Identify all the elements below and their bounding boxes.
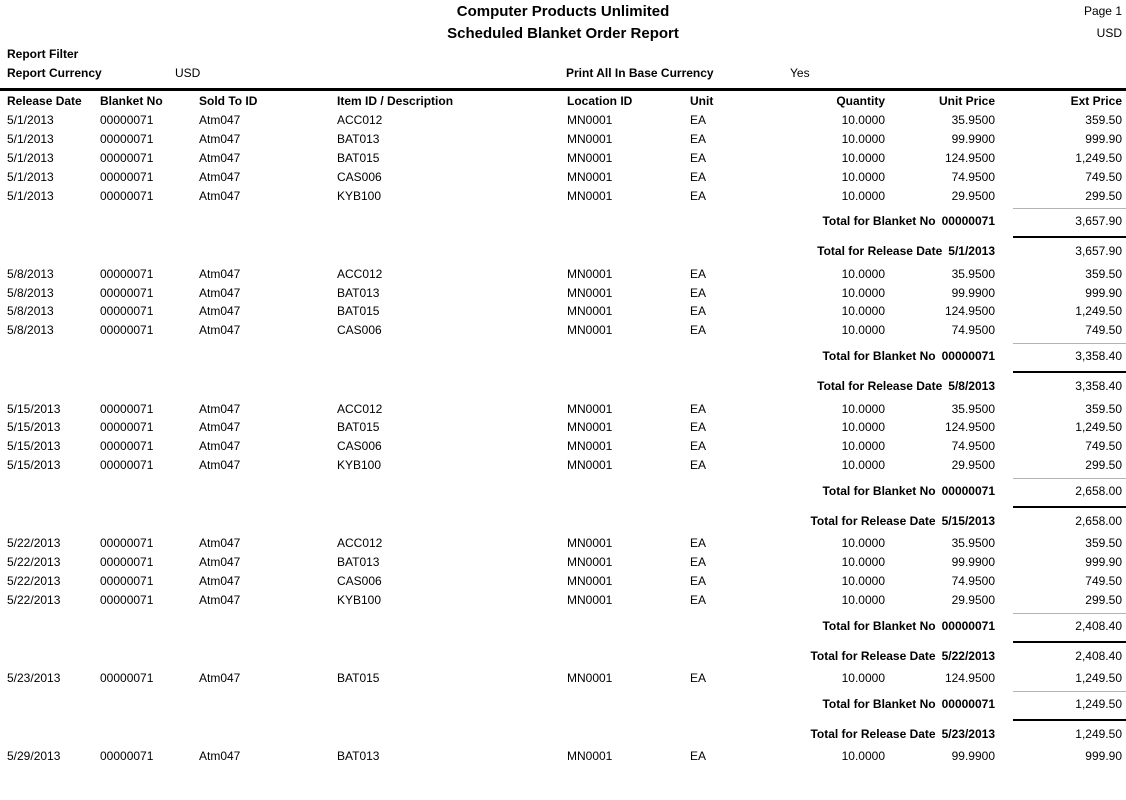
cell-quantity: 10.0000 (841, 420, 885, 435)
cell-blanket-no: 00000071 (100, 150, 154, 165)
cell-ext-price: 1,249.50 (1075, 670, 1122, 685)
cell-release-date: 5/15/2013 (7, 401, 61, 416)
cell-ext-price: 1,249.50 (1075, 420, 1122, 435)
cell-quantity: 10.0000 (841, 592, 885, 607)
report-filter-heading: Report Filter (7, 47, 79, 61)
cell-sold-to-id: Atm047 (199, 439, 241, 454)
cell-unit: EA (690, 457, 707, 472)
cell-location-id: MN0001 (567, 420, 613, 435)
cell-quantity: 10.0000 (841, 266, 885, 281)
release-total-label (7, 649, 995, 663)
cell-release-date: 5/1/2013 (7, 132, 54, 147)
cell-quantity: 10.0000 (841, 188, 885, 203)
cell-blanket-no: 00000071 (100, 670, 154, 685)
cell-item-id: BAT013 (337, 285, 380, 300)
cell-sold-to-id: Atm047 (199, 670, 241, 685)
cell-location-id: MN0001 (567, 749, 613, 764)
cell-item-id: ACC012 (337, 113, 383, 128)
cell-unit: EA (690, 670, 707, 685)
cell-sold-to-id: Atm047 (199, 132, 241, 147)
blanket-total-number: 00000071 (941, 214, 995, 229)
cell-blanket-no: 00000071 (100, 536, 154, 551)
cell-release-date: 5/1/2013 (7, 169, 54, 184)
cell-ext-price: 749.50 (1085, 169, 1122, 184)
cell-unit-price: 35.9500 (951, 266, 995, 281)
cell-quantity: 10.0000 (841, 670, 885, 685)
cell-ext-price: 749.50 (1085, 573, 1122, 588)
cell-unit-price: 99.9900 (951, 132, 995, 147)
cell-location-id: MN0001 (567, 266, 613, 281)
column-header-quantity: Quantity (836, 94, 885, 108)
table-row (0, 456, 1126, 475)
cell-release-date: 5/15/2013 (7, 420, 61, 435)
cell-sold-to-id: Atm047 (199, 555, 241, 570)
release-total-value: 3,657.90 (1075, 244, 1122, 259)
cell-location-id: MN0001 (567, 113, 613, 128)
release-total (0, 238, 1126, 264)
cell-item-id: BAT013 (337, 132, 380, 147)
column-header-unit: Unit (690, 94, 714, 108)
release-total-text: Total for Release Date (810, 513, 936, 528)
cell-ext-price: 999.90 (1085, 555, 1122, 570)
cell-unit: EA (690, 188, 707, 203)
column-header-blanket-no: Blanket No (100, 94, 163, 108)
cell-quantity: 10.0000 (841, 304, 885, 319)
cell-location-id: MN0001 (567, 555, 613, 570)
cell-sold-to-id: Atm047 (199, 457, 241, 472)
cell-unit-price: 29.9500 (951, 457, 995, 472)
cell-unit-price: 35.9500 (951, 401, 995, 416)
table-header-row (0, 91, 1126, 111)
cell-sold-to-id: Atm047 (199, 323, 241, 338)
cell-unit: EA (690, 573, 707, 588)
cell-unit-price: 99.9900 (951, 555, 995, 570)
cell-ext-price: 299.50 (1085, 592, 1122, 607)
cell-ext-price: 359.50 (1085, 266, 1122, 281)
cell-ext-price: 1,249.50 (1075, 304, 1122, 319)
print-all-in-base-currency-value: Yes (790, 66, 810, 80)
cell-blanket-no: 00000071 (100, 285, 154, 300)
cell-sold-to-id: Atm047 (199, 420, 241, 435)
cell-ext-price: 359.50 (1085, 401, 1122, 416)
report-subtitle: Scheduled Blanket Order Report (447, 25, 679, 42)
cell-item-id: CAS006 (337, 323, 382, 338)
cell-release-date: 5/1/2013 (7, 188, 54, 203)
cell-quantity: 10.0000 (841, 323, 885, 338)
blanket-total-value: 2,658.00 (1075, 483, 1122, 498)
cell-quantity: 10.0000 (841, 132, 885, 147)
blanket-total-text: Total for Blanket No (822, 696, 936, 711)
table-row (0, 264, 1126, 283)
cell-item-id: ACC012 (337, 266, 383, 281)
blanket-total-value: 1,249.50 (1075, 696, 1122, 711)
cell-unit-price: 74.9500 (951, 573, 995, 588)
cell-unit-price: 35.9500 (951, 536, 995, 551)
cell-quantity: 10.0000 (841, 536, 885, 551)
blanket-total-value: 2,408.40 (1075, 618, 1122, 633)
cell-location-id: MN0001 (567, 573, 613, 588)
cell-blanket-no: 00000071 (100, 304, 154, 319)
header-divider-rule (0, 88, 1126, 91)
cell-location-id: MN0001 (567, 285, 613, 300)
blanket-total-number: 00000071 (941, 618, 995, 633)
cell-item-id: KYB100 (337, 592, 382, 607)
blanket-total-value: 3,358.40 (1075, 349, 1122, 364)
release-total-text: Total for Release Date (817, 379, 943, 394)
blanket-total-text: Total for Blanket No (822, 214, 936, 229)
cell-blanket-no: 00000071 (100, 420, 154, 435)
cell-blanket-no: 00000071 (100, 439, 154, 454)
cell-location-id: MN0001 (567, 670, 613, 685)
cell-item-id: BAT013 (337, 749, 380, 764)
cell-unit-price: 35.9500 (951, 113, 995, 128)
cell-sold-to-id: Atm047 (199, 592, 241, 607)
cell-release-date: 5/15/2013 (7, 457, 61, 472)
cell-ext-price: 999.90 (1085, 749, 1122, 764)
cell-item-id: BAT015 (337, 150, 380, 165)
cell-item-id: BAT015 (337, 420, 380, 435)
cell-unit: EA (690, 749, 707, 764)
blanket-total (0, 209, 1126, 233)
cell-sold-to-id: Atm047 (199, 150, 241, 165)
cell-release-date: 5/15/2013 (7, 439, 61, 454)
cell-ext-price: 749.50 (1085, 439, 1122, 454)
release-date-group (0, 264, 1126, 399)
release-total-label (7, 514, 995, 528)
table-row (0, 571, 1126, 590)
cell-quantity: 10.0000 (841, 555, 885, 570)
cell-release-date: 5/22/2013 (7, 536, 61, 551)
blanket-total-number: 00000071 (941, 696, 995, 711)
cell-quantity: 10.0000 (841, 150, 885, 165)
blanket-total-label (7, 697, 995, 711)
table-row (0, 321, 1126, 340)
blanket-total-label (7, 214, 995, 228)
blanket-total-value: 3,657.90 (1075, 214, 1122, 229)
release-total-label (7, 727, 995, 741)
table-row (0, 167, 1126, 186)
cell-blanket-no: 00000071 (100, 401, 154, 416)
release-total-value: 1,249.50 (1075, 726, 1122, 741)
cell-item-id: CAS006 (337, 439, 382, 454)
cell-sold-to-id: Atm047 (199, 188, 241, 203)
cell-sold-to-id: Atm047 (199, 573, 241, 588)
release-total-value: 2,408.40 (1075, 648, 1122, 663)
page-number: Page 1 (1083, 4, 1122, 18)
cell-unit: EA (690, 113, 707, 128)
report-currency-label: Report Currency (7, 66, 102, 80)
cell-unit-price: 99.9900 (951, 285, 995, 300)
blanket-total-text: Total for Blanket No (822, 483, 936, 498)
cell-unit: EA (690, 266, 707, 281)
cell-blanket-no: 00000071 (100, 555, 154, 570)
release-total-label (7, 244, 995, 258)
cell-unit: EA (690, 536, 707, 551)
cell-sold-to-id: Atm047 (199, 113, 241, 128)
cell-ext-price: 359.50 (1085, 536, 1122, 551)
cell-item-id: KYB100 (337, 457, 382, 472)
cell-blanket-no: 00000071 (100, 457, 154, 472)
cell-release-date: 5/8/2013 (7, 266, 54, 281)
table-row (0, 302, 1126, 321)
table-row (0, 747, 1126, 766)
report-table (0, 91, 1126, 766)
table-row (0, 669, 1126, 688)
cell-unit: EA (690, 555, 707, 570)
release-total (0, 643, 1126, 669)
release-total-value: 3,358.40 (1075, 379, 1122, 394)
cell-unit: EA (690, 150, 707, 165)
report-title: Computer Products Unlimited (456, 3, 670, 20)
cell-location-id: MN0001 (567, 150, 613, 165)
cell-unit: EA (690, 401, 707, 416)
cell-location-id: MN0001 (567, 188, 613, 203)
cell-release-date: 5/8/2013 (7, 285, 54, 300)
table-row (0, 534, 1126, 553)
table-row (0, 186, 1126, 205)
release-total-text: Total for Release Date (810, 648, 936, 663)
cell-item-id: CAS006 (337, 169, 382, 184)
column-header-location-id: Location ID (567, 94, 633, 108)
cell-blanket-no: 00000071 (100, 323, 154, 338)
cell-location-id: MN0001 (567, 401, 613, 416)
cell-quantity: 10.0000 (841, 457, 885, 472)
cell-unit-price: 29.9500 (951, 592, 995, 607)
cell-ext-price: 999.90 (1085, 285, 1122, 300)
cell-item-id: BAT015 (337, 670, 380, 685)
cell-unit: EA (690, 439, 707, 454)
cell-unit-price: 124.9500 (944, 420, 995, 435)
cell-blanket-no: 00000071 (100, 169, 154, 184)
cell-ext-price: 749.50 (1085, 323, 1122, 338)
cell-blanket-no: 00000071 (100, 749, 154, 764)
cell-unit-price: 29.9500 (951, 188, 995, 203)
cell-ext-price: 299.50 (1085, 188, 1122, 203)
cell-unit: EA (690, 592, 707, 607)
table-row (0, 130, 1126, 149)
cell-ext-price: 359.50 (1085, 113, 1122, 128)
cell-unit-price: 74.9500 (951, 439, 995, 454)
table-row (0, 399, 1126, 418)
cell-release-date: 5/22/2013 (7, 573, 61, 588)
cell-ext-price: 1,249.50 (1075, 150, 1122, 165)
table-row (0, 553, 1126, 572)
table-row (0, 149, 1126, 168)
cell-quantity: 10.0000 (841, 439, 885, 454)
cell-unit-price: 74.9500 (951, 169, 995, 184)
cell-sold-to-id: Atm047 (199, 401, 241, 416)
release-total-label (7, 379, 995, 393)
cell-sold-to-id: Atm047 (199, 285, 241, 300)
cell-location-id: MN0001 (567, 169, 613, 184)
release-date-group (0, 534, 1126, 669)
release-date-group (0, 747, 1126, 766)
blanket-total-label (7, 619, 995, 633)
release-total-value: 2,658.00 (1075, 513, 1122, 528)
page-currency: USD (1096, 26, 1122, 40)
table-body (0, 111, 1126, 766)
print-all-in-base-currency-label: Print All In Base Currency (566, 66, 714, 80)
cell-sold-to-id: Atm047 (199, 536, 241, 551)
cell-item-id: CAS006 (337, 573, 382, 588)
cell-location-id: MN0001 (567, 323, 613, 338)
cell-blanket-no: 00000071 (100, 573, 154, 588)
blanket-total-number: 00000071 (941, 483, 995, 498)
cell-unit: EA (690, 132, 707, 147)
cell-unit-price: 124.9500 (944, 150, 995, 165)
table-row (0, 590, 1126, 609)
cell-blanket-no: 00000071 (100, 132, 154, 147)
cell-unit-price: 124.9500 (944, 304, 995, 319)
column-header-sold-to-id: Sold To ID (199, 94, 258, 108)
cell-quantity: 10.0000 (841, 169, 885, 184)
cell-sold-to-id: Atm047 (199, 304, 241, 319)
report-header (0, 0, 1126, 91)
table-row (0, 437, 1126, 456)
release-total-text: Total for Release Date (810, 726, 936, 741)
release-date-group (0, 669, 1126, 747)
release-date-group (0, 399, 1126, 534)
release-total-number: 5/15/2013 (941, 513, 995, 528)
table-row (0, 418, 1126, 437)
cell-quantity: 10.0000 (841, 113, 885, 128)
cell-blanket-no: 00000071 (100, 592, 154, 607)
cell-unit: EA (690, 285, 707, 300)
blanket-total-text: Total for Blanket No (822, 618, 936, 633)
cell-quantity: 10.0000 (841, 285, 885, 300)
blanket-total (0, 344, 1126, 368)
release-total (0, 721, 1126, 747)
blanket-total-number: 00000071 (941, 349, 995, 364)
cell-location-id: MN0001 (567, 457, 613, 472)
cell-location-id: MN0001 (567, 536, 613, 551)
cell-unit: EA (690, 169, 707, 184)
table-row (0, 111, 1126, 130)
cell-ext-price: 999.90 (1085, 132, 1122, 147)
column-header-release-date: Release Date (7, 94, 82, 108)
release-total-number: 5/8/2013 (948, 379, 995, 394)
blanket-total-label (7, 349, 995, 363)
cell-release-date: 5/23/2013 (7, 670, 61, 685)
release-total-number: 5/1/2013 (948, 244, 995, 259)
blanket-total-text: Total for Blanket No (822, 349, 936, 364)
cell-item-id: BAT013 (337, 555, 380, 570)
cell-unit-price: 99.9900 (951, 749, 995, 764)
cell-location-id: MN0001 (567, 592, 613, 607)
column-header-unit-price: Unit Price (938, 94, 995, 108)
cell-unit: EA (690, 304, 707, 319)
cell-release-date: 5/1/2013 (7, 150, 54, 165)
cell-unit-price: 74.9500 (951, 323, 995, 338)
cell-blanket-no: 00000071 (100, 188, 154, 203)
release-total-number: 5/22/2013 (941, 648, 995, 663)
cell-release-date: 5/22/2013 (7, 555, 61, 570)
cell-unit: EA (690, 420, 707, 435)
release-total (0, 508, 1126, 534)
cell-quantity: 10.0000 (841, 573, 885, 588)
cell-release-date: 5/22/2013 (7, 592, 61, 607)
cell-ext-price: 299.50 (1085, 457, 1122, 472)
blanket-total (0, 479, 1126, 503)
table-row (0, 283, 1126, 302)
cell-release-date: 5/1/2013 (7, 113, 54, 128)
cell-release-date: 5/8/2013 (7, 304, 54, 319)
cell-sold-to-id: Atm047 (199, 169, 241, 184)
cell-quantity: 10.0000 (841, 749, 885, 764)
blanket-total (0, 692, 1126, 716)
cell-item-id: ACC012 (337, 401, 383, 416)
cell-unit-price: 124.9500 (944, 670, 995, 685)
cell-item-id: ACC012 (337, 536, 383, 551)
cell-quantity: 10.0000 (841, 401, 885, 416)
cell-item-id: BAT015 (337, 304, 380, 319)
blanket-total-label (7, 484, 995, 498)
release-total-number: 5/23/2013 (941, 726, 995, 741)
column-header-ext-price: Ext Price (1070, 94, 1122, 108)
release-total (0, 373, 1126, 399)
cell-release-date: 5/29/2013 (7, 749, 61, 764)
cell-sold-to-id: Atm047 (199, 749, 241, 764)
column-header-item-id: Item ID / Description (337, 94, 454, 108)
cell-blanket-no: 00000071 (100, 266, 154, 281)
release-total-text: Total for Release Date (817, 244, 943, 259)
cell-unit: EA (690, 323, 707, 338)
cell-location-id: MN0001 (567, 439, 613, 454)
cell-sold-to-id: Atm047 (199, 266, 241, 281)
cell-item-id: KYB100 (337, 188, 382, 203)
cell-blanket-no: 00000071 (100, 113, 154, 128)
blanket-total (0, 614, 1126, 638)
cell-location-id: MN0001 (567, 304, 613, 319)
cell-release-date: 5/8/2013 (7, 323, 54, 338)
report-currency-value: USD (175, 66, 201, 80)
release-date-group (0, 111, 1126, 264)
cell-location-id: MN0001 (567, 132, 613, 147)
